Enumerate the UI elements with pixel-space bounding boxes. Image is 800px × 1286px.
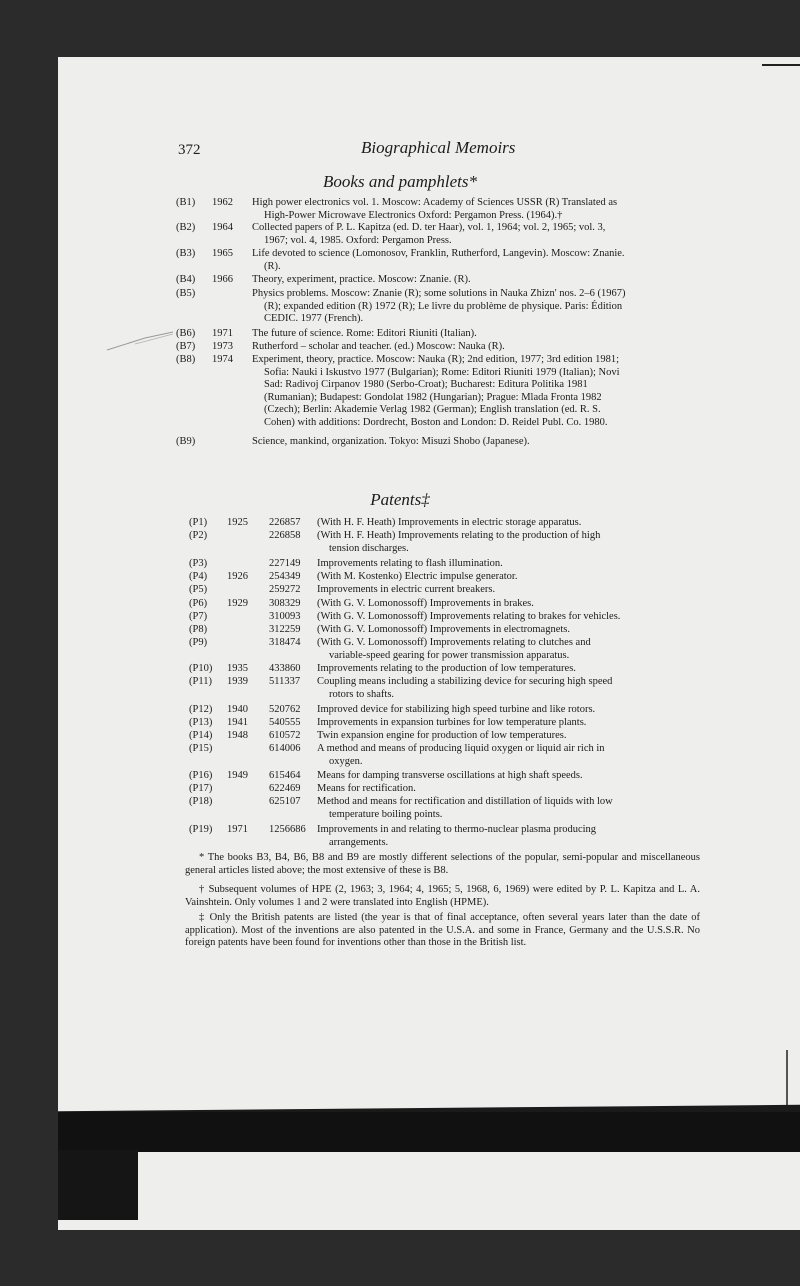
- entry-id: (B5): [176, 288, 196, 299]
- patent-text-cont: arrangements.: [329, 836, 389, 848]
- patent-year: 1941: [227, 717, 248, 728]
- patent-text: (With G. V. Lomonossoff) Improvements relating to brakes for vehicles.: [317, 611, 621, 622]
- patent-id: (P16): [189, 770, 213, 781]
- entry-text-cont: (R); expanded edition (R) 1972 (R); Le livre du problème de physique. Paris: Édition: [264, 300, 623, 312]
- patent-id: (P5): [189, 584, 208, 595]
- patent-number: 308329: [269, 598, 301, 609]
- patent-id: (P18): [189, 796, 213, 807]
- page-number: 372: [178, 142, 201, 158]
- patent-text-cont: temperature boiling points.: [329, 808, 443, 820]
- entry-text-cont: (Czech); Berlin: Akademie Verlag 1982 (German); English translation (ed. R. S.: [264, 404, 601, 416]
- patent-number: 254349: [269, 571, 301, 582]
- patent-number: 520762: [269, 704, 301, 715]
- patent-number: 511337: [269, 676, 301, 687]
- patent-id: (P6): [189, 598, 208, 609]
- patent-text: Means for rectification.: [317, 783, 416, 794]
- entry-year: 1965: [212, 248, 233, 259]
- patent-text: Improvements in electric current breakers.: [317, 584, 496, 595]
- pencil-mark: [105, 330, 175, 352]
- patent-id: (P14): [189, 730, 213, 741]
- entry-text: High power electronics vol. 1. Moscow: Academy of Sciences USSR (R) Translated as: [252, 197, 618, 208]
- patent-text-cont: oxygen.: [329, 755, 363, 767]
- patent-text: Improvements relating to flash illumination.: [317, 558, 503, 569]
- edge-mark: [762, 64, 800, 66]
- patent-text: (With H. F. Heath) Improvements in electric storage apparatus.: [317, 517, 582, 528]
- patent-number: 433860: [269, 663, 301, 674]
- entry-year: 1971: [212, 328, 233, 339]
- footnote: † Subsequent volumes of HPE (2, 1963; 3, 1964; 4, 1965; 5, 1968, 6, 1969) were edited by P. L. Kapitza and L. A. Vainshtein. Only volumes 1 and 2 were translated into English (HPME).: [185, 884, 700, 908]
- patent-text: (With G. V. Lomonossoff) Improvements relating to clutches and: [317, 637, 591, 648]
- patent-number: 318474: [269, 637, 301, 648]
- entry-text: Experiment, theory, practice. Moscow: Nauka (R); 2nd edition, 1977; 3rd edition 1981;: [252, 354, 620, 365]
- entry-text-cont: 1967; vol. 4, 1985. Oxford: Pergamon Press.: [264, 234, 452, 246]
- patent-year: 1971: [227, 824, 248, 835]
- patent-year: 1935: [227, 663, 248, 674]
- entry-id: (B4): [176, 274, 196, 285]
- entry-text-cont: CEDIC. 1977 (French).: [264, 313, 364, 325]
- patent-number: 1256686: [269, 824, 306, 835]
- scan-shadow: [58, 1150, 138, 1220]
- patent-year: 1939: [227, 676, 248, 687]
- patent-id: (P11): [189, 676, 212, 687]
- entry-text: Collected papers of P. L. Kapitza (ed. D. ter Haar), vol. 1, 1964; vol. 2, 1965; vol. 3,: [252, 222, 606, 233]
- patent-number: 625107: [269, 796, 301, 807]
- patents-heading: Patents‡: [370, 490, 430, 509]
- entry-id: (B9): [176, 436, 196, 447]
- patent-text: Improved device for stabilizing high speed turbine and like rotors.: [317, 704, 596, 715]
- patent-number: 540555: [269, 717, 301, 728]
- patent-text: Improvements in expansion turbines for low temperature plants.: [317, 717, 587, 728]
- patent-year: 1940: [227, 704, 248, 715]
- entry-text: Science, mankind, organization. Tokyo: Misuzi Shobo (Japanese).: [252, 436, 530, 447]
- patent-number: 610572: [269, 730, 301, 741]
- patent-text: Improvements relating to the production of low temperatures.: [317, 663, 576, 674]
- entry-text: Rutherford – scholar and teacher. (ed.) Moscow: Nauka (R).: [252, 341, 505, 352]
- entry-text: The future of science. Rome: Editori Riuniti (Italian).: [252, 328, 477, 339]
- patent-text: (With G. V. Lomonossoff) Improvements in brakes.: [317, 598, 534, 609]
- patent-id: (P13): [189, 717, 213, 728]
- entry-year: 1964: [212, 222, 233, 233]
- patent-number: 226857: [269, 517, 301, 528]
- entry-id: (B8): [176, 354, 196, 365]
- patent-number: 227149: [269, 558, 301, 569]
- patent-text: (With G. V. Lomonossoff) Improvements in electromagnets.: [317, 624, 570, 635]
- entry-text-cont: Cohen) with additions: Dordrecht, Boston and London: D. Reidel Publ. Co. 1980.: [264, 416, 608, 428]
- patent-year: 1926: [227, 571, 248, 582]
- entry-year: 1974: [212, 354, 233, 365]
- entry-year: 1966: [212, 274, 233, 285]
- entry-year: 1973: [212, 341, 233, 352]
- entry-text-cont: (Rumanian); Budapest: Gondolat 1982 (Hungarian); Prague: Mlada Fronta 1982: [264, 391, 602, 403]
- patent-year: 1929: [227, 598, 248, 609]
- entry-text-cont: Sad: Radivoj Cirpanov 1980 (Serbo-Croat); Bucharest: Editura Politika 1981: [264, 379, 588, 391]
- entry-id: (B7): [176, 341, 196, 352]
- patent-id: (P12): [189, 704, 213, 715]
- patent-id: (P3): [189, 558, 208, 569]
- patent-text-cont: tension discharges.: [329, 542, 409, 554]
- footnote: ‡ Only the British patents are listed (the year is that of final acceptance, often several years later than the date of application). Most of the inventions are also patented in the U.S.A. and some in France, Germany and the U.S.S.R. No foreign patents have been found for inventions other than those in the British list.: [185, 912, 700, 949]
- entry-text-cont: (R).: [264, 260, 281, 272]
- patent-id: (P4): [189, 571, 208, 582]
- patent-id: (P1): [189, 517, 208, 528]
- patent-text: (With H. F. Heath) Improvements relating to the production of high: [317, 530, 601, 541]
- patent-text: Means for damping transverse oscillations at high shaft speeds.: [317, 770, 583, 781]
- patent-number: 614006: [269, 743, 301, 754]
- patent-id: (P2): [189, 530, 208, 541]
- patent-id: (P17): [189, 783, 213, 794]
- entry-text-cont: High-Power Microwave Electronics Oxford: Pergamon Press. (1964).†: [264, 209, 563, 221]
- patent-id: (P8): [189, 624, 208, 635]
- patent-id: (P7): [189, 611, 208, 622]
- patent-number: 226858: [269, 530, 301, 541]
- footnote: * The books B3, B4, B6, B8 and B9 are mostly different selections of the popular, semi-popular and miscellaneous general articles listed above; the most extensive of these is B8.: [185, 852, 700, 876]
- entry-id: (B3): [176, 248, 196, 259]
- patent-id: (P9): [189, 637, 208, 648]
- patent-number: 310093: [269, 611, 301, 622]
- patent-number: 615464: [269, 770, 301, 781]
- entry-id: (B1): [176, 197, 196, 208]
- patent-year: 1925: [227, 517, 248, 528]
- entry-text-cont: Sofia: Nauki i Iskustvo 1977 (Bulgarian); Rome: Editori Riuniti 1979 (Italian); Novi: [264, 366, 620, 378]
- books-heading: Books and pamphlets*: [323, 172, 477, 191]
- entry-id: (B2): [176, 222, 196, 233]
- patent-number: 259272: [269, 584, 301, 595]
- patent-text: A method and means of producing liquid oxygen or liquid air rich in: [317, 743, 605, 754]
- patent-id: (P10): [189, 663, 213, 674]
- scan-shadow: [58, 1112, 800, 1152]
- entry-id: (B6): [176, 328, 196, 339]
- patent-text: Method and means for rectification and distillation of liquids with low: [317, 796, 613, 807]
- patent-number: 622469: [269, 783, 301, 794]
- patent-id: (P15): [189, 743, 213, 754]
- patent-text: Improvements in and relating to thermo-nuclear plasma producing: [317, 824, 597, 835]
- patent-text: Twin expansion engine for production of low temperatures.: [317, 730, 567, 741]
- patent-id: (P19): [189, 824, 213, 835]
- patent-text: Coupling means including a stabilizing device for securing high speed: [317, 676, 613, 687]
- entry-text: Life devoted to science (Lomonosov, Franklin, Rutherford, Langevin). Moscow: Znanie.: [252, 248, 625, 259]
- patent-text-cont: rotors to shafts.: [329, 688, 395, 700]
- edge-mark: [786, 1050, 788, 1110]
- patent-number: 312259: [269, 624, 301, 635]
- patent-text: (With M. Kostenko) Electric impulse generator.: [317, 571, 518, 582]
- entry-text: Physics problems. Moscow: Znanie (R); some solutions in Nauka Zhizn' nos. 2–6 (1967): [252, 288, 626, 299]
- running-title: Biographical Memoirs: [361, 138, 516, 157]
- entry-year: 1962: [212, 197, 233, 208]
- patent-year: 1949: [227, 770, 248, 781]
- patent-text-cont: variable-speed gearing for power transmission apparatus.: [329, 649, 570, 661]
- patent-year: 1948: [227, 730, 248, 741]
- entry-text: Theory, experiment, practice. Moscow: Znanie. (R).: [252, 274, 471, 285]
